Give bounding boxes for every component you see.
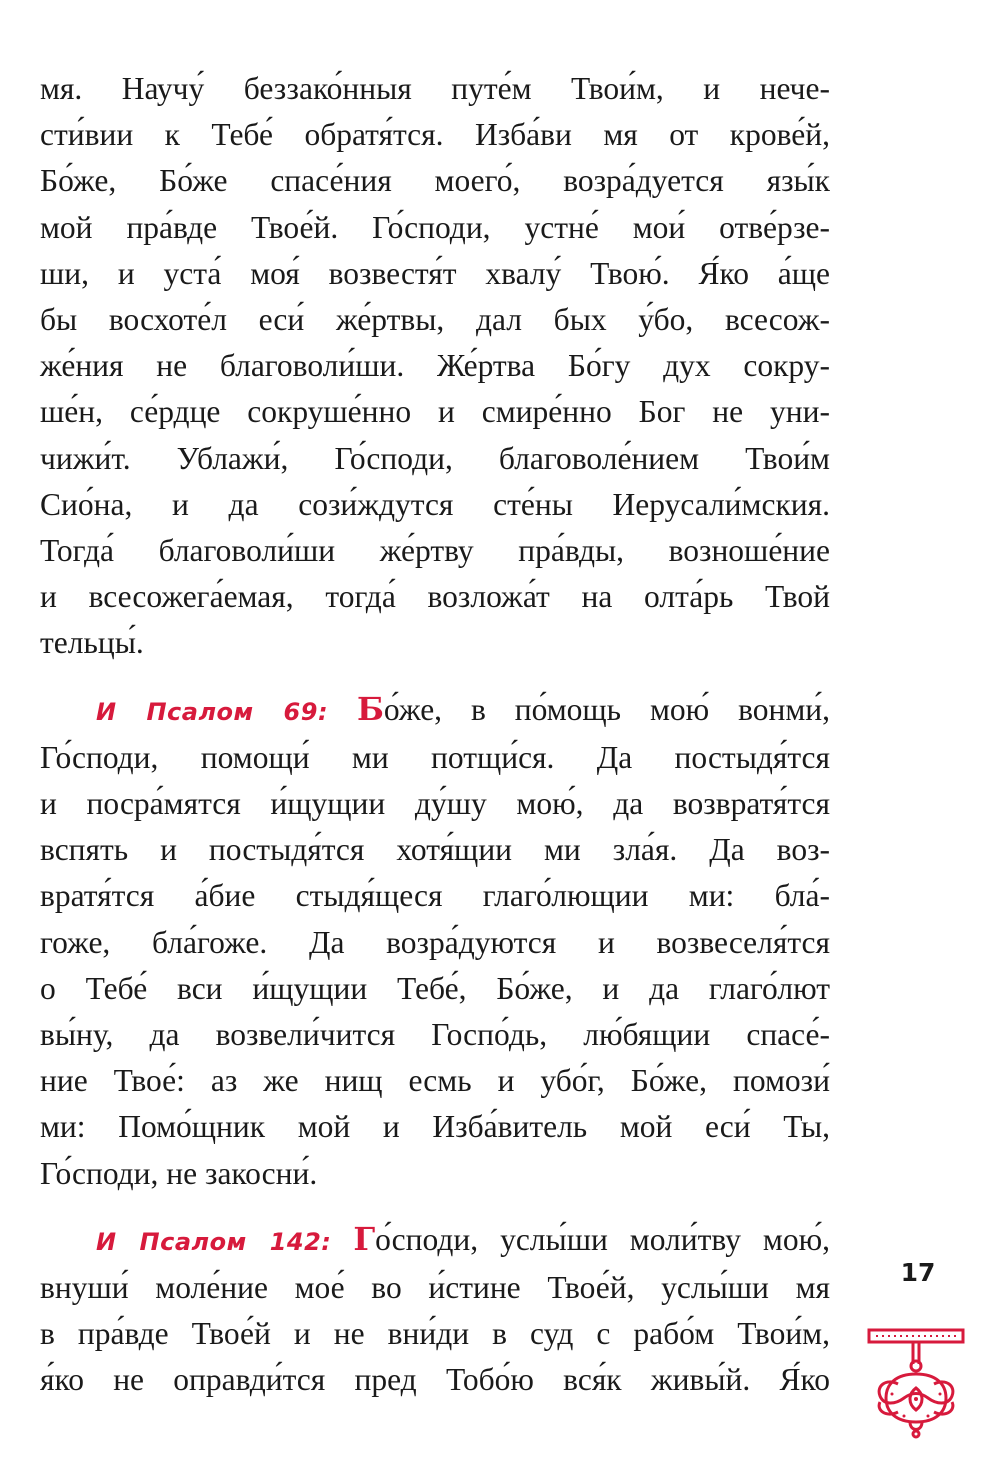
text-line: бы восхоте́л еси́ же́ртвы, дал бых у́бо, всесож- — [40, 302, 830, 338]
text-line: ние Твое́: аз же нищ есмь и убо́г, Бо́же, помози́ — [40, 1063, 830, 1099]
text-line: тельцы́. — [40, 625, 144, 661]
paragraph-psalm-69 — [40, 687, 830, 1197]
text-line-first — [40, 687, 830, 735]
text-line: ши, и уста́ моя́ возвестя́т хвалу́ Твою́. Я́ко а́ще — [40, 255, 830, 291]
text-line: Го́споди, помощи́ ми потщи́ся. Да постыдя́тся — [40, 739, 830, 775]
text-line: о Тебе́ вси и́щущии Тебе́, Бо́же, и да глаго́лют — [40, 970, 830, 1006]
rubric-psalm-69: И Псалом 69: — [96, 697, 329, 726]
paragraph-psalm-50-end — [40, 66, 830, 667]
text-line: сти́вии к Тебе́ обратя́тся. Изба́ви мя от крове́й, — [40, 117, 830, 153]
knot-ornament-icon — [866, 1328, 966, 1440]
text-line: внуши́ моле́ние мое́ во и́стине Твое́й, услы́ши мя — [40, 1270, 830, 1306]
text-fragment: о́споди, услы́ши моли́тву мою́, — [375, 1221, 831, 1257]
text-line: мой пра́вде Твое́й. Го́споди, устне́ мои́ отве́рзе- — [40, 209, 830, 245]
text-line: я́ко не оправди́тся пред Тобо́ю вся́к живы́й. Я́ко — [40, 1362, 830, 1398]
text-line: гоже, бла́гоже. Да возра́дуются и возвеселя́тся — [40, 924, 830, 960]
text-line: Сио́на, и да сози́ждутся сте́ны Иерусали́мския. — [40, 486, 830, 522]
text-line: и всесожега́емая, тогда́ возложа́т на олта́рь Твой — [40, 579, 830, 615]
rubric-psalm-142: И Псалом 142: — [96, 1227, 332, 1256]
text-line-first — [40, 1217, 830, 1265]
text-line: вратя́тся а́бие стыдя́щеся глаго́лющии ми: бла́- — [40, 878, 830, 914]
text-fragment: о́же, в по́мощь мою́ вонми́, — [383, 691, 830, 727]
paragraph-psalm-142 — [40, 1217, 830, 1404]
page-number: 17 — [900, 1258, 936, 1287]
text-line: вы́ну, да возвели́чится Госпо́дь, лю́бящии спасе́- — [40, 1017, 830, 1053]
drop-initial: Г — [353, 1220, 376, 1258]
text-line: чижи́т. Ублажи́, Го́споди, благоволе́нием Твои́м — [40, 440, 830, 476]
page-body — [40, 66, 830, 1404]
text-line: Тогда́ благоволи́ши же́ртву пра́вды, возноше́ние — [40, 533, 830, 569]
text-line: и посра́мятся и́щущии ду́шу мою́, да возвратя́тся — [40, 786, 830, 822]
text-line: ше́н, се́рдце сокруше́нно и смире́нно Бог не уни- — [40, 394, 830, 430]
text-line: ми: Помо́щник мой и Изба́витель мой еси́ Ты, — [40, 1109, 830, 1145]
text-line: мя. Научу́ беззако́нныя путе́м Твои́м, и нече- — [40, 71, 830, 106]
text-line: в пра́вде Твое́й и не вни́ди в суд с рабо́м Твои́м, — [40, 1316, 830, 1352]
text-line: же́ния не благоволи́ши. Же́ртва Бо́гу дух сокру- — [40, 348, 830, 384]
text-line: Го́споди, не закосни́. — [40, 1155, 318, 1191]
text-line: вспять и постыдя́тся хотя́щии ми зла́я. Да воз- — [40, 832, 830, 868]
drop-initial: Б — [356, 690, 384, 728]
text-line: Бо́же, Бо́же спасе́ния моего́, возра́дуется язы́к — [40, 163, 830, 199]
